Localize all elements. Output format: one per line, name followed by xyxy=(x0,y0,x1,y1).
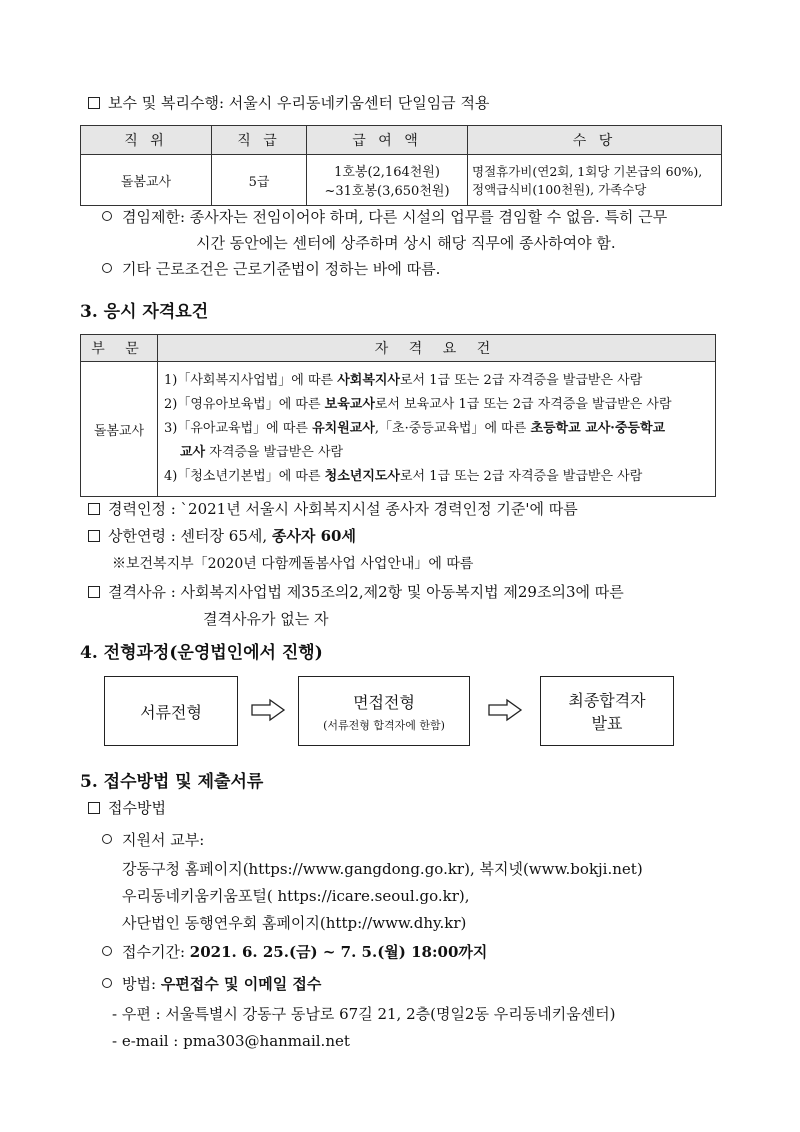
table-row xyxy=(81,362,716,497)
col-header-pay: 급 여 액 xyxy=(307,126,468,155)
disqualification-note-cont: 결격사유가 없는 자 xyxy=(203,610,329,628)
col-header-department: 부 문 xyxy=(81,335,158,362)
qualification-heading: 3. 응시 자격요건 xyxy=(80,302,209,322)
square-bullet-icon xyxy=(88,97,100,109)
cell-allowance: 명절휴가비(연2회, 1회당 기본급의 60%), 정액급식비(100천원), 가족수당 xyxy=(468,155,722,206)
postal-address: - 우편 : 서울특별시 강동구 동남로 67길 21, 2층(명일2동 우리동네키움센터) xyxy=(112,1005,616,1023)
col-header-grade: 직 급 xyxy=(212,126,307,155)
salary-heading: 보수 및 복리수행: 서울시 우리동네키움센터 단일임금 적용 xyxy=(88,92,489,113)
circle-bullet-icon xyxy=(102,263,112,273)
age-limit-note: 상한연령 : 센터장 65세, 종사자 60세 xyxy=(88,525,356,546)
col-header-position: 직 위 xyxy=(81,126,212,155)
career-note: 경력인정 : `2021년 서울시 사회복지시설 종사자 경력인정 기준'에 따름 xyxy=(88,498,578,519)
cell-department: 돌봄교사 xyxy=(81,362,158,497)
form-source-line: 강동구청 홈페이지(https://www.gangdong.go.kr), 복지넷(www.bokji.net) xyxy=(122,860,643,878)
application-period: 접수기간: 2021. 6. 25.(금) ~ 7. 5.(월) 18:00까지 xyxy=(102,941,487,962)
age-limit-reference: ※보건복지부「2020년 다함께돌봄사업 사업안내」에 따름 xyxy=(112,556,474,572)
disqualification-note: 결격사유 : 사회복지사업법 제35조의2,제2항 및 아동복지법 제29조의3에 따른 xyxy=(88,581,624,602)
form-source-line: 사단법인 동행연우회 홈페이지(http://www.dhy.kr) xyxy=(122,914,467,932)
list-item: 3)「유아교육법」에 따른 유치원교사,「초·중등교육법」에 따른 초등학교 교사·중등학교 xyxy=(164,421,666,436)
circle-bullet-icon xyxy=(102,211,112,221)
list-item-cont: 교사 자격증을 발급받은 사람 xyxy=(180,445,344,460)
arrow-right-icon xyxy=(487,698,523,722)
arrow-right-icon xyxy=(250,698,286,722)
process-step-interview: 면접전형 (서류전형 합격자에 한함) xyxy=(298,676,470,746)
square-bullet-icon xyxy=(88,503,100,515)
list-item: 2)「영유아보육법」에 따른 보육교사로서 보육교사 1급 또는 2급 자격증을 발급받은 사람 xyxy=(164,397,672,412)
list-item: 1)「사회복지사업법」에 따른 사회복지사로서 1급 또는 2급 자격증을 발급받은 사람 xyxy=(164,373,643,388)
square-bullet-icon xyxy=(88,802,100,814)
circle-bullet-icon xyxy=(102,946,112,956)
square-bullet-icon xyxy=(88,530,100,542)
col-header-allowance: 수 당 xyxy=(468,126,722,155)
email-address: - e-mail : pma303@hanmail.net xyxy=(112,1032,350,1050)
form-distribution: 지원서 교부: xyxy=(102,829,204,850)
square-bullet-icon xyxy=(88,586,100,598)
salary-table xyxy=(80,125,722,206)
cell-grade: 5급 xyxy=(212,155,307,206)
concurrent-restriction-note-cont: 시간 동안에는 센터에 상주하며 상시 해당 직무에 종사하여야 함. xyxy=(196,234,616,252)
col-header-qualification: 자 격 요 건 xyxy=(158,335,716,362)
circle-bullet-icon xyxy=(102,978,112,988)
concurrent-restriction-note: 겸임제한: 종사자는 전임이어야 하며, 다른 시설의 업무를 겸임할 수 없음. 특히 근무 xyxy=(102,206,667,227)
form-source-line: 우리동네키움키움포털( https://icare.seoul.go.kr), xyxy=(122,887,470,905)
qualification-table xyxy=(80,334,716,497)
process-step-document: 서류전형 xyxy=(104,676,238,746)
application-heading: 5. 접수방법 및 제출서류 xyxy=(80,772,264,792)
cell-position: 돌봄교사 xyxy=(81,155,212,206)
application-method-heading: 접수방법 xyxy=(88,797,166,818)
application-method: 방법: 우편접수 및 이메일 접수 xyxy=(102,973,321,994)
process-heading: 4. 전형과정(운영법인에서 진행) xyxy=(80,643,323,663)
process-step-final: 최종합격자 발표 xyxy=(540,676,674,746)
other-conditions-note: 기타 근로조건은 근로기준법이 정하는 바에 따름. xyxy=(102,258,440,279)
circle-bullet-icon xyxy=(102,834,112,844)
cell-pay: 1호봉(2,164천원) ~31호봉(3,650천원) xyxy=(307,155,468,206)
cell-qualifications xyxy=(158,362,716,497)
table-row xyxy=(81,155,722,206)
list-item: 4)「청소년기본법」에 따른 청소년지도사로서 1급 또는 2급 자격증을 발급받은 사람 xyxy=(164,469,643,484)
